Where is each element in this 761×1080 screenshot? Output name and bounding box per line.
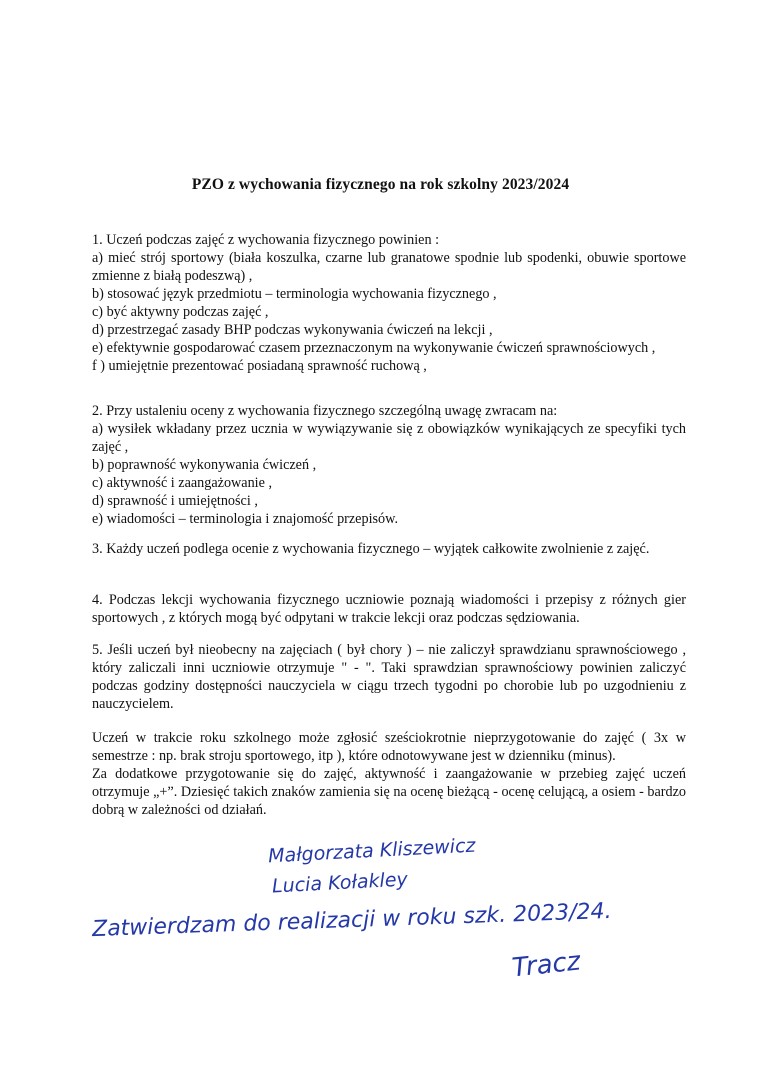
section-1 [92,231,686,375]
section-2 [92,402,686,528]
list-item: d) sprawność i umiejętności , [92,493,258,509]
list-item: e) efektywnie gospodarować czasem przeznaczonym na wykonywanie ćwiczeń sprawnościowych , [92,340,656,356]
list-item: d) przestrzegać zasady BHP podczas wykonywania ćwiczeń na lekcji , [92,322,493,338]
handwritten-approval-note: Zatwierdzam do realizacji w roku szk. 2023/24. [91,898,612,943]
list-item: f ) umiejętnie prezentować posiadaną sprawność ruchową , [92,358,427,374]
section-5: 5. Jeśli uczeń był nieobecny na zajęciach ( był chory ) – nie zaliczył sprawdzianu sprawnościowego , który zaliczali inni uczniowie otrzymuje " - ". Taki sprawdzian sprawnościowy powinien zaliczyć podczas godziny dostępności nauczyciela w ciągu trzech tygodni po chorobie lub po uzgodnieniu z nauczycielem. [92,642,686,712]
page-title: PZO z wychowania fizycznego na rok szkolny 2023/2024 [191,176,570,193]
paragraph-unprepared: Uczeń w trakcie roku szkolnego może zgłosić sześciokrotnie nieprzygotowanie do zajęć ( 3x w semestrze : np. brak stroju sportowego, itp ), które odnotowywane jest w dzienniku (minus). [92,730,686,764]
handwritten-director-signature: Tracz [510,946,582,984]
list-item: c) aktywność i zaangażowanie , [92,475,273,491]
list-item: a) mieć strój sportowy (biała koszulka, czarne lub granatowe spodnie lub spodenki, obuwie sportowe zmienne z białą podeszwą) , [92,250,686,284]
section-4: 4. Podczas lekcji wychowania fizycznego uczniowie poznają wiadomości i przepisy z różnych gier sportowych , z których mogą być odpytani w trakcie lekcji oraz podczas sędziowania. [92,592,686,626]
list-item: b) poprawność wykonywania ćwiczeń , [92,457,317,473]
section-3: 3. Każdy uczeń podlega ocenie z wychowania fizycznego – wyjątek całkowite zwolnienie z zajęć. [92,541,650,557]
handwritten-signature-teacher-1: Małgorzata Kliszewicz [267,834,476,868]
section-2-intro: 2. Przy ustaleniu oceny z wychowania fizycznego szczególną uwagę zwracam na: [92,403,558,419]
list-item: c) być aktywny podczas zajęć , [92,304,269,320]
list-item: a) wysiłek wkładany przez ucznia w wywiązywanie się z obowiązków wynikających ze specyfiki tych zajęć , [92,421,686,455]
paragraph-plus-marks: Za dodatkowe przygotowanie się do zajęć, aktywność i zaangażowanie w przebieg zajęć uczeń otrzymuje „+”. Dziesięć takich znaków zamienia się na ocenę bieżącą - ocenę celującą, a osiem - bardzo dobrą w zależności od działań. [92,766,686,818]
handwritten-signature-teacher-2: Lucia Kołakley [271,868,409,898]
section-1-intro: 1. Uczeń podczas zajęć z wychowania fizycznego powinien : [92,232,440,248]
list-item: b) stosować język przedmiotu – terminologia wychowania fizycznego , [92,286,497,302]
list-item: e) wiadomości – terminologia i znajomość przepisów. [92,511,399,527]
